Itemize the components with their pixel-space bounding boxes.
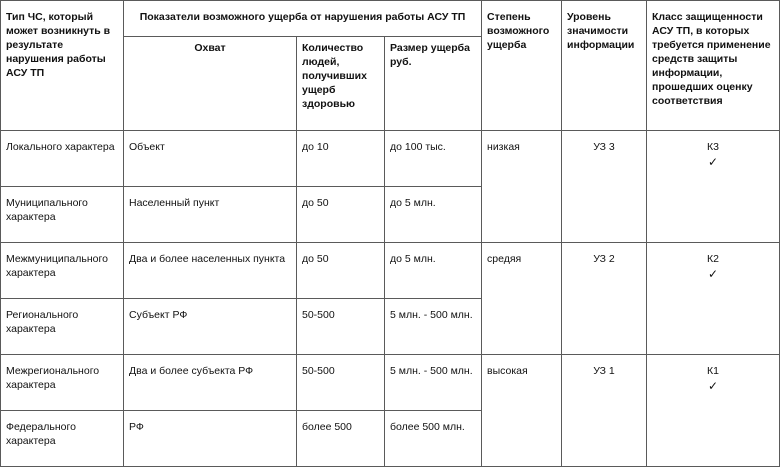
coverage-cell: РФ	[124, 411, 297, 467]
degree-cell: низкая	[482, 131, 562, 243]
class-label: К3	[707, 141, 719, 153]
coverage-cell: Субъект РФ	[124, 299, 297, 355]
header-row-1	[1, 1, 780, 37]
people-cell: до 50	[297, 243, 385, 299]
type-cell: Межмуниципального характера	[1, 243, 124, 299]
header-people: Количество людей, получивших ущерб здоровью	[297, 37, 385, 131]
class-cell	[647, 355, 780, 467]
damage-cell: до 5 млн.	[385, 187, 482, 243]
coverage-cell: Два и более субъекта РФ	[124, 355, 297, 411]
significance-cell: УЗ 2	[562, 243, 647, 355]
table-row	[1, 355, 780, 411]
damage-cell: до 100 тыс.	[385, 131, 482, 187]
header-class: Класс защищенности АСУ ТП, в которых требуется применение средств защиты информации, прошедших оценку соответствия	[647, 1, 780, 131]
class-label: К2	[707, 253, 719, 265]
type-cell: Муниципального характера	[1, 187, 124, 243]
type-cell: Локального характера	[1, 131, 124, 187]
class-label: К1	[707, 365, 719, 377]
damage-cell: до 5 млн.	[385, 243, 482, 299]
type-cell: Федерального характера	[1, 411, 124, 467]
table-row	[1, 131, 780, 187]
significance-cell: УЗ 1	[562, 355, 647, 467]
people-cell: более 500	[297, 411, 385, 467]
people-cell: до 50	[297, 187, 385, 243]
coverage-cell: Два и более населенных пункта	[124, 243, 297, 299]
header-type: Тип ЧС, который может возникнуть в результате нарушения работы АСУ ТП	[1, 1, 124, 131]
header-degree: Степень возможного ущерба	[482, 1, 562, 131]
class-cell	[647, 243, 780, 355]
header-damage: Размер ущерба руб.	[385, 37, 482, 131]
header-coverage: Охват	[124, 37, 297, 131]
table-row	[1, 243, 780, 299]
header-indicators: Показатели возможного ущерба от нарушения работы АСУ ТП	[124, 1, 482, 37]
damage-cell: 5 млн. - 500 млн.	[385, 355, 482, 411]
significance-cell: УЗ 3	[562, 131, 647, 243]
checkmark-icon: ✓	[707, 155, 719, 169]
type-cell: Регионального характера	[1, 299, 124, 355]
type-cell: Межрегионального характера	[1, 355, 124, 411]
damage-cell: более 500 млн.	[385, 411, 482, 467]
people-cell: 50-500	[297, 355, 385, 411]
coverage-cell: Объект	[124, 131, 297, 187]
people-cell: до 10	[297, 131, 385, 187]
degree-cell: высокая	[482, 355, 562, 467]
damage-cell: 5 млн. - 500 млн.	[385, 299, 482, 355]
header-significance: Уровень значимости информации	[562, 1, 647, 131]
degree-cell: средяя	[482, 243, 562, 355]
people-cell: 50-500	[297, 299, 385, 355]
checkmark-icon: ✓	[707, 379, 719, 393]
coverage-cell: Населенный пункт	[124, 187, 297, 243]
checkmark-icon: ✓	[707, 267, 719, 281]
class-cell	[647, 131, 780, 243]
